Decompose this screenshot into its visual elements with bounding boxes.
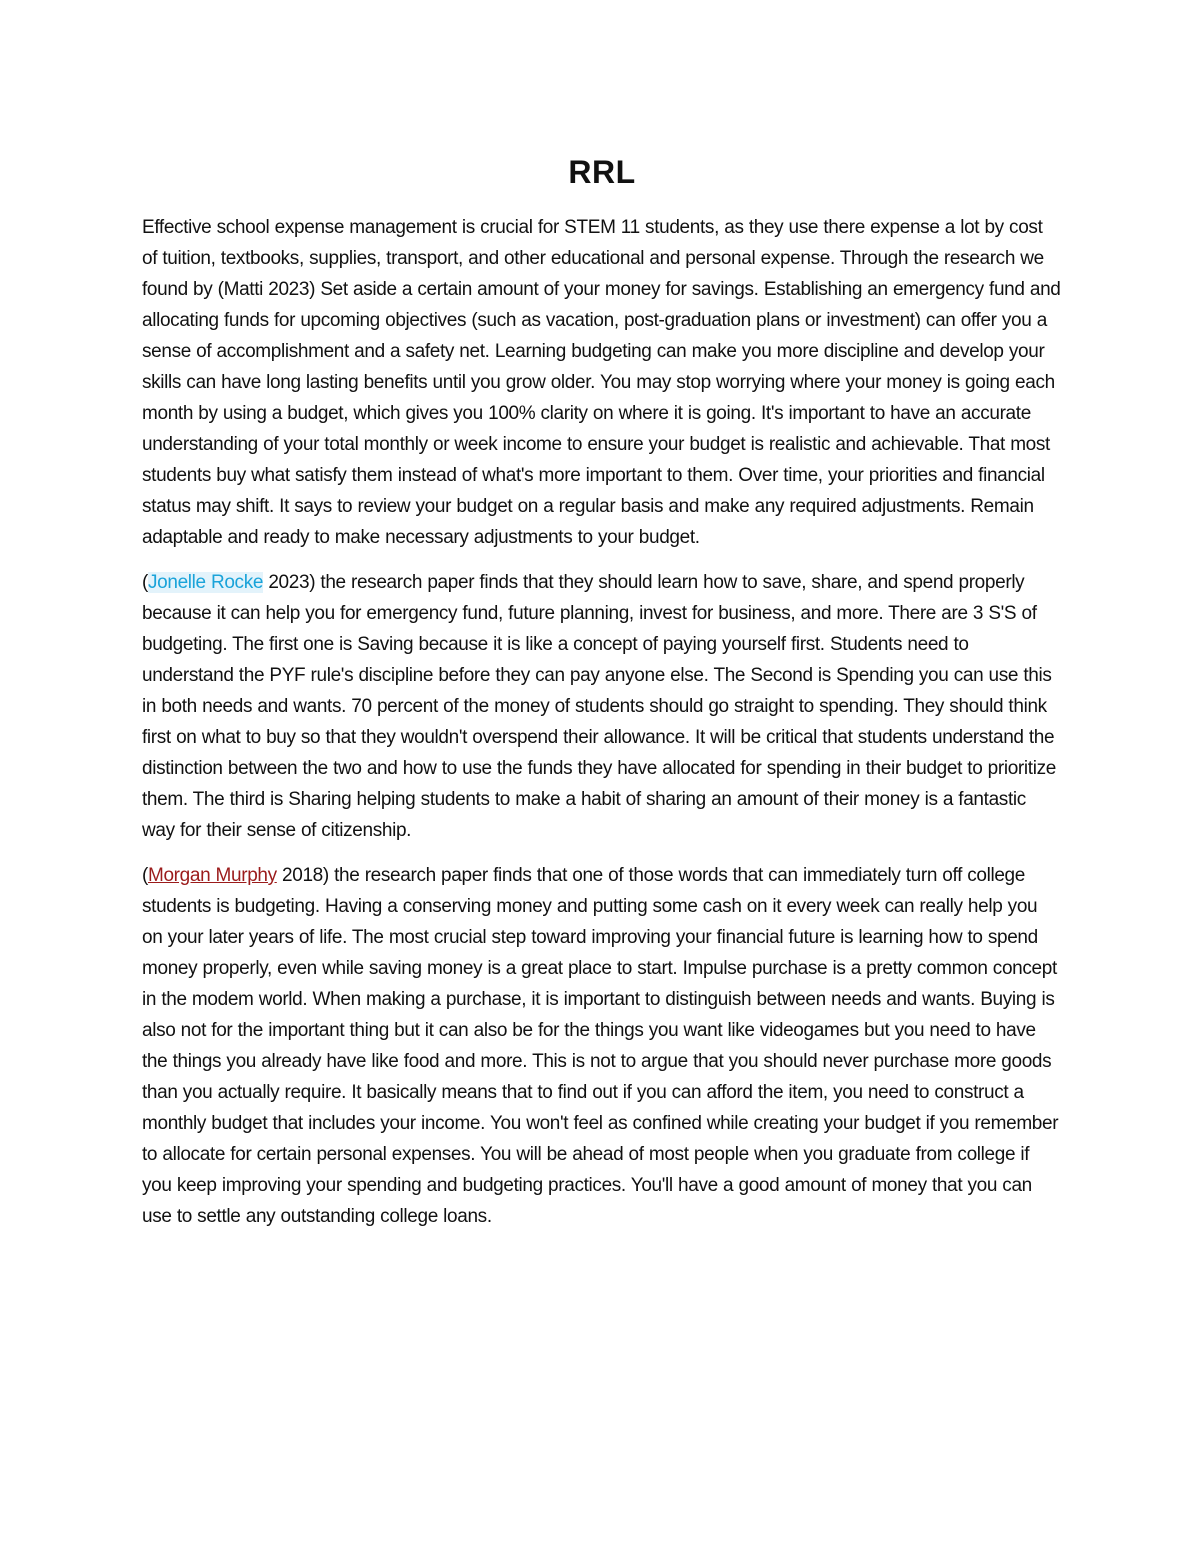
document-title: RRL xyxy=(568,154,636,190)
paragraph-text: 2018) the research paper finds that one of those words that can immediately turn off college students is budgeting. Having a conserving money and putting some cash on it every week can really help you on your later years of life. The most crucial step toward improving your financial future is learning how to spend money properly, even while saving money is a great place to start. Impulse purchase is a pretty common concept in the modem world. When making a purchase, it is important to distinguish between needs and wants. Buying is also not for the important thing but it can also be for the things you want like videogames but you need to have the things you already have like food and more. This is not to argue that you should never purchase more goods than you actually require. It basically means that to find out if you can afford the item, you need to construct a monthly budget that includes your income. You won't feel as confined while creating your budget if you remember to allocate for certain personal expenses. You will be ahead of most people when you graduate from college if you keep improving your spending and budgeting practices. You'll have a good amount of money that you can use to settle any outstanding college loans. xyxy=(142,865,1059,1227)
citation-jonelle-rocke: Jonelle Rocke xyxy=(147,572,264,593)
paragraph-matti: Effective school expense management is crucial for STEM 11 students, as they use there expense a lot by cost of tuition, textbooks, supplies, transport, and other educational and personal expense. Through the research we found by (Matti 2023) Set aside a certain amount of your money for savings. Establishing an emergency fund and allocating funds for upcoming objectives (such as vacation, post-graduation plans or investment) can offer you a sense of accomplishment and a safety net. Learning budgeting can make you more discipline and develop your skills can have long lasting benefits until you grow older. You may stop worrying where your money is going each month by using a budget, which gives you 100% clarity on where it is going. It's important to have an accurate understanding of your total monthly or week income to ensure your budget is realistic and achievable. That most students buy what satisfy them instead of what's more important to them. Over time, your priorities and financial status may shift. It says to review your budget on a regular basis and make any required adjustments. Remain adaptable and ready to make necessary adjustments to your budget. xyxy=(142,217,1061,548)
paragraph-jonelle-rocke xyxy=(142,567,1062,846)
citation-morgan-murphy: Morgan Murphy xyxy=(147,865,277,886)
paragraph-morgan-murphy xyxy=(142,860,1062,1232)
document-body xyxy=(142,150,1062,1246)
citation-open-paren: ( xyxy=(142,572,148,593)
paragraph-text: 2023) the research paper finds that they should learn how to save, share, and spend properly because it can help you for emergency fund, future planning, invest for business, and more. There are 3 S'S of budgeting. The first one is Saving because it is like a concept of paying yourself first. Students need to understand the PYF rule's discipline before they can pay anyone else. The Second is Spending you can use this in both needs and wants. 70 percent of the money of students should go straight to spending. They should think first on what to buy so that they wouldn't overspend their allowance. It will be critical that students understand the distinction between the two and how to use the funds they have allocated for spending in their budget to prioritize them. The third is Sharing helping students to make a habit of sharing an amount of their money is a fantastic way for their sense of citizenship. xyxy=(142,572,1056,841)
citation-open-paren: ( xyxy=(142,865,148,886)
